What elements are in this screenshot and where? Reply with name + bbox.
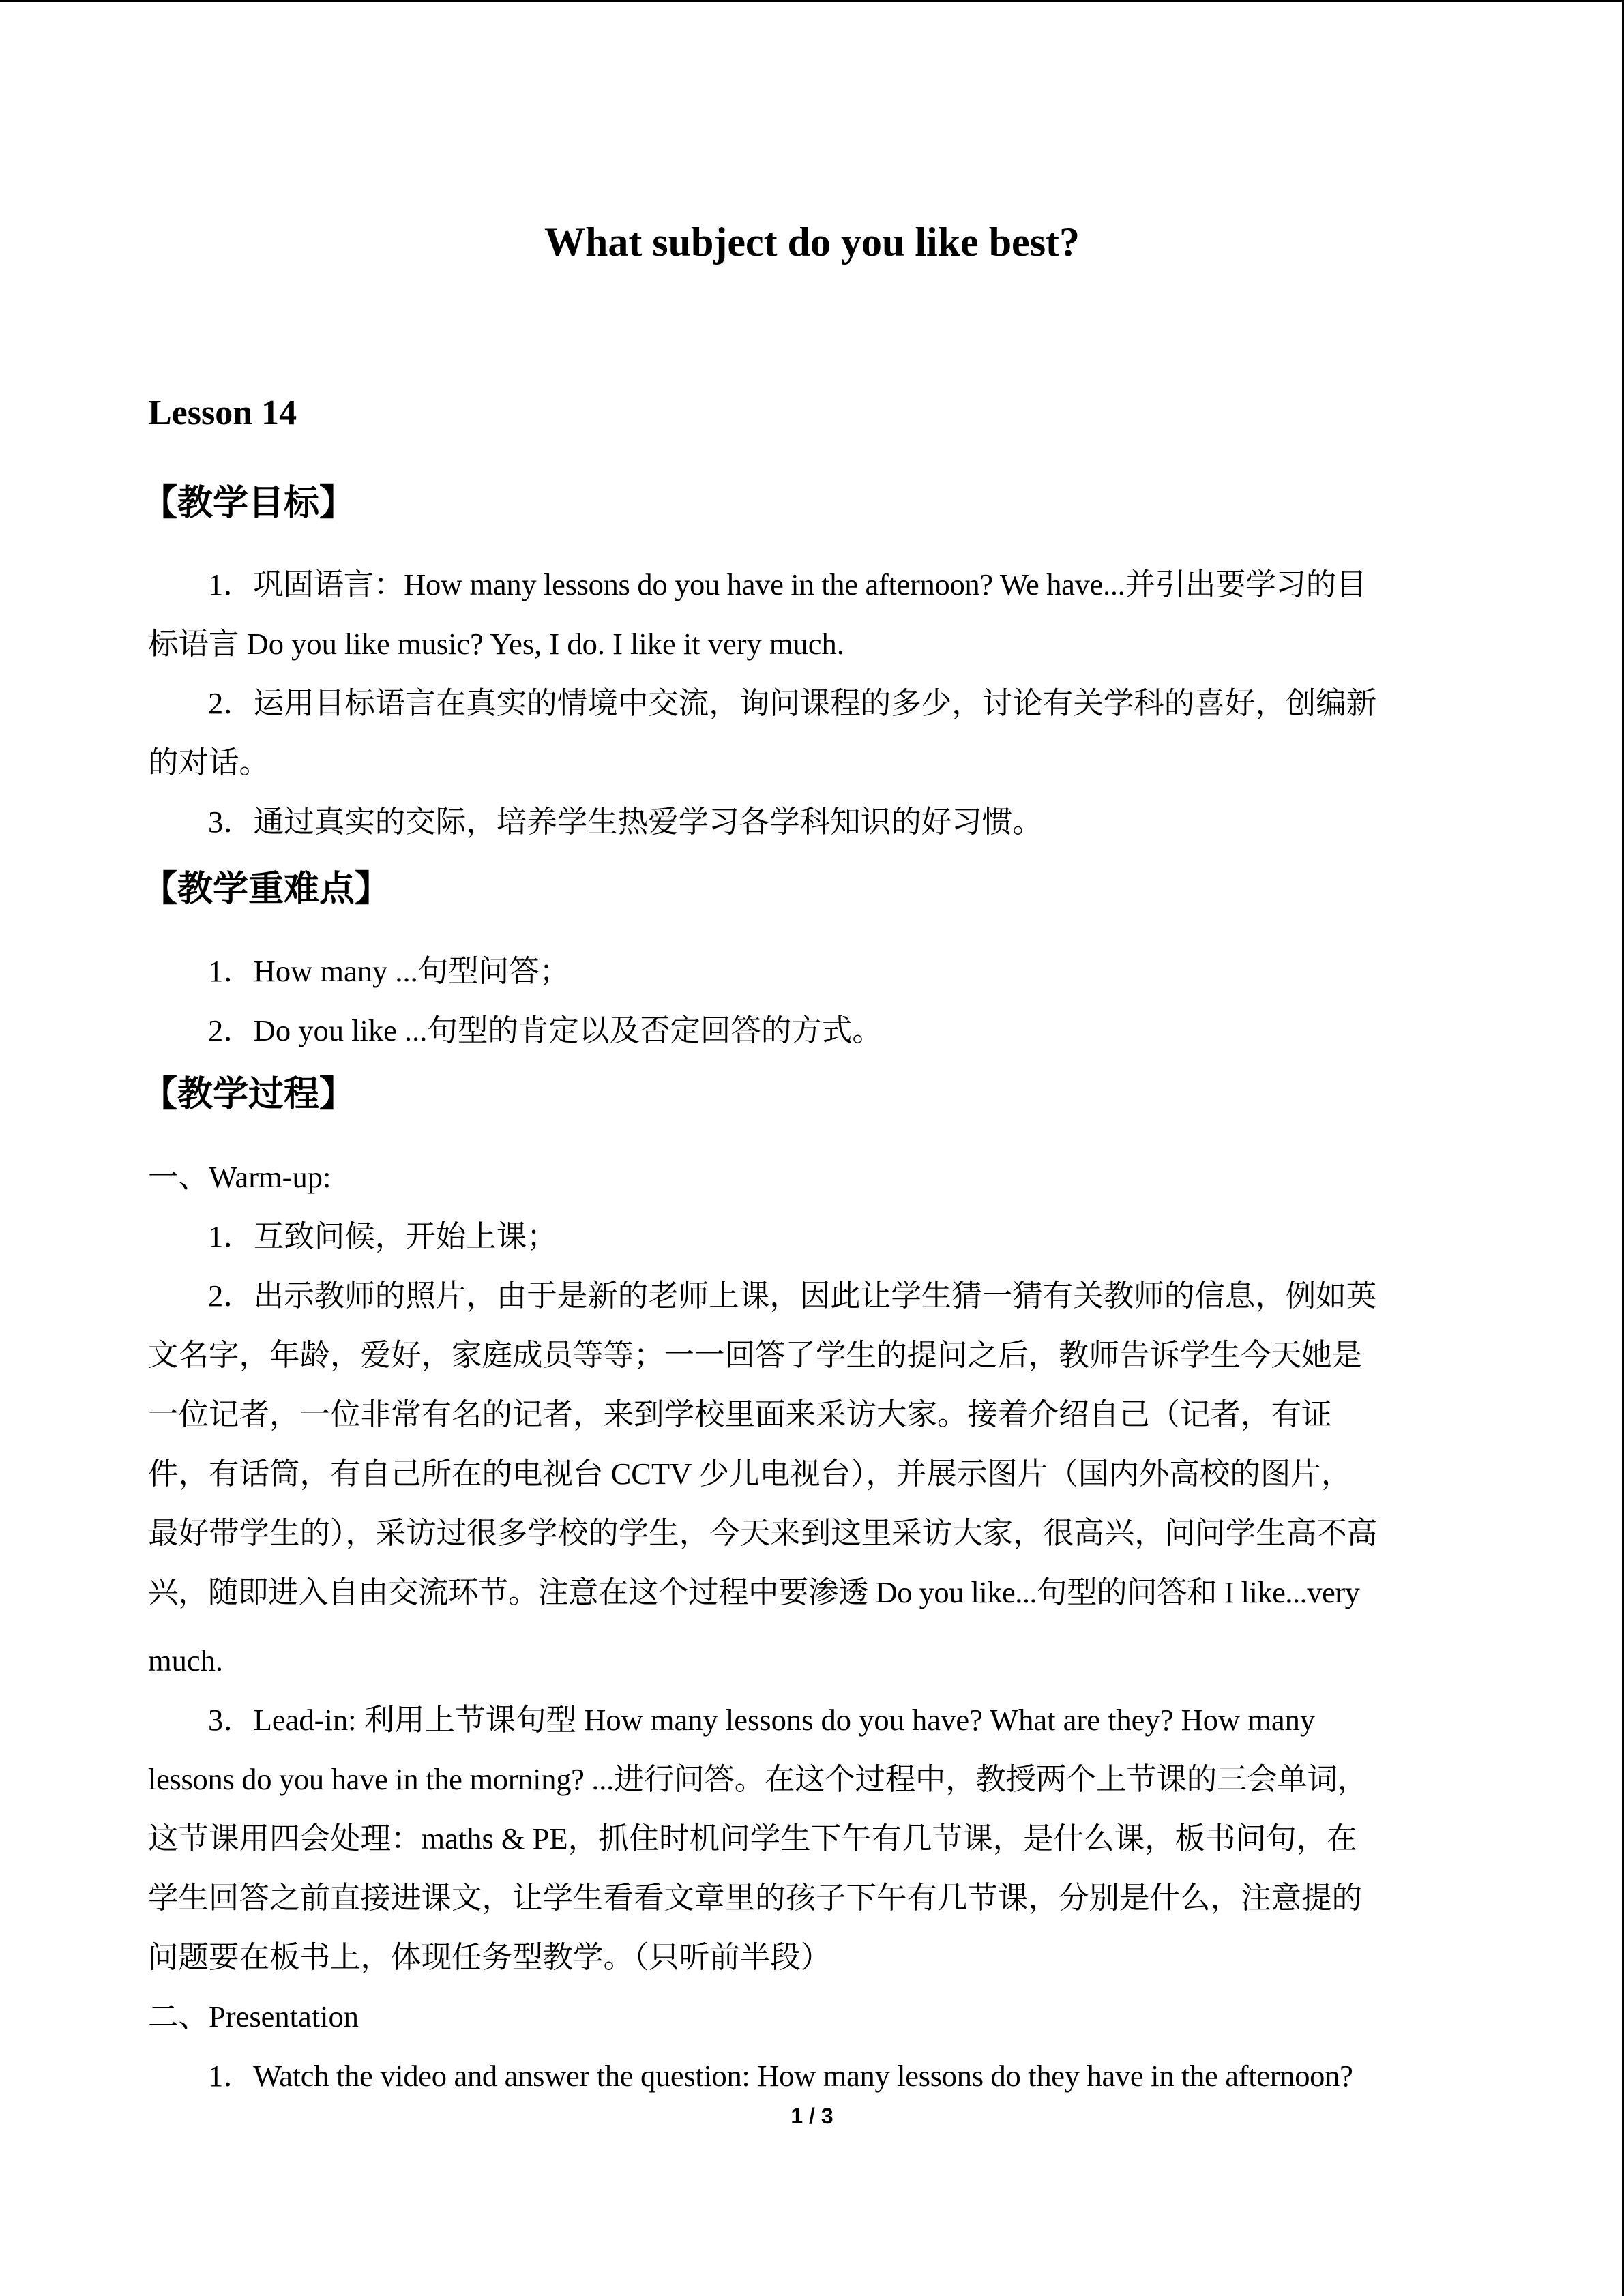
key-points-line: 2．Do you like ...句型的肯定以及否定回答的方式。 bbox=[208, 1013, 883, 1047]
process-line: 3．Lead-in: 利用上节课句型 How many lessons do you have? What are they? How many bbox=[208, 1703, 1316, 1737]
process-line: 兴，随即进入自由交流环节。注意在这个过程中要渗透 Do you like...句型的问答和 I like...very bbox=[148, 1575, 1360, 1609]
process-line: 1．互致问候，开始上课； bbox=[208, 1219, 557, 1253]
process-line: 二、Presentation bbox=[148, 1999, 359, 2033]
process-line: much. bbox=[148, 1643, 223, 1678]
document-title: What subject do you like best? bbox=[544, 220, 1080, 265]
section-heading-key-points: 【教学重难点】 bbox=[142, 869, 391, 910]
process-line: 最好带学生的），采访过很多学校的学生，今天来到这里采访大家，很高兴，问问学生高不高 bbox=[148, 1516, 1378, 1550]
process-line: 一位记者，一位非常有名的记者，来到学校里面来采访大家。接着介绍自己（记者，有证 bbox=[148, 1397, 1332, 1431]
process-line: 件，有话筒，有自己所在的电视台 CCTV 少儿电视台），并展示图片（国内外高校的图片， bbox=[148, 1457, 1352, 1491]
objectives-line: 1．巩固语言：How many lessons do you have in the afternoon? We have...并引出要学习的目 bbox=[208, 567, 1367, 601]
process-line: 文名字，年龄，爱好，家庭成员等等；一一回答了学生的提问之后，教师告诉学生今天她是 bbox=[148, 1338, 1363, 1372]
objectives-line: 3．通过真实的交际，培养学生热爱学习各学科知识的好习惯。 bbox=[208, 805, 1043, 839]
section-heading-objectives: 【教学目标】 bbox=[142, 483, 355, 524]
section-heading-process: 【教学过程】 bbox=[142, 1074, 355, 1115]
process-line: 1．Watch the video and answer the question: How many lessons do they have in the afternoon? bbox=[208, 2059, 1353, 2093]
lesson-label: Lesson 14 bbox=[148, 393, 297, 432]
process-line: 学生回答之前直接进课文，让学生看看文章里的孩子下午有几节课，分别是什么，注意提的 bbox=[148, 1881, 1363, 1915]
process-line: lessons do you have in the morning? ...进行问答。在这个过程中，教授两个上节课的三会单词， bbox=[148, 1762, 1368, 1796]
objectives-line: 标语言 Do you like music? Yes, I do. I like it very much. bbox=[148, 627, 844, 661]
process-line: 问题要在板书上，体现任务型教学。（只听前半段） bbox=[148, 1940, 831, 1974]
objectives-line: 2．运用目标语言在真实的情境中交流，询问课程的多少，讨论有关学科的喜好，创编新 bbox=[208, 686, 1377, 720]
process-line: 这节课用四会处理：maths & PE，抓住时机问学生下午有几节课，是什么课，板书问句，在 bbox=[148, 1821, 1357, 1855]
process-line: 2．出示教师的照片，由于是新的老师上课，因此让学生猜一猜有关教师的信息，例如英 bbox=[208, 1279, 1377, 1313]
key-points-line: 1．How many ...句型问答； bbox=[208, 954, 570, 988]
process-line: 一、Warm-up: bbox=[148, 1160, 331, 1194]
objectives-line: 的对话。 bbox=[148, 745, 270, 779]
page-number: 1 / 3 bbox=[791, 2104, 833, 2128]
